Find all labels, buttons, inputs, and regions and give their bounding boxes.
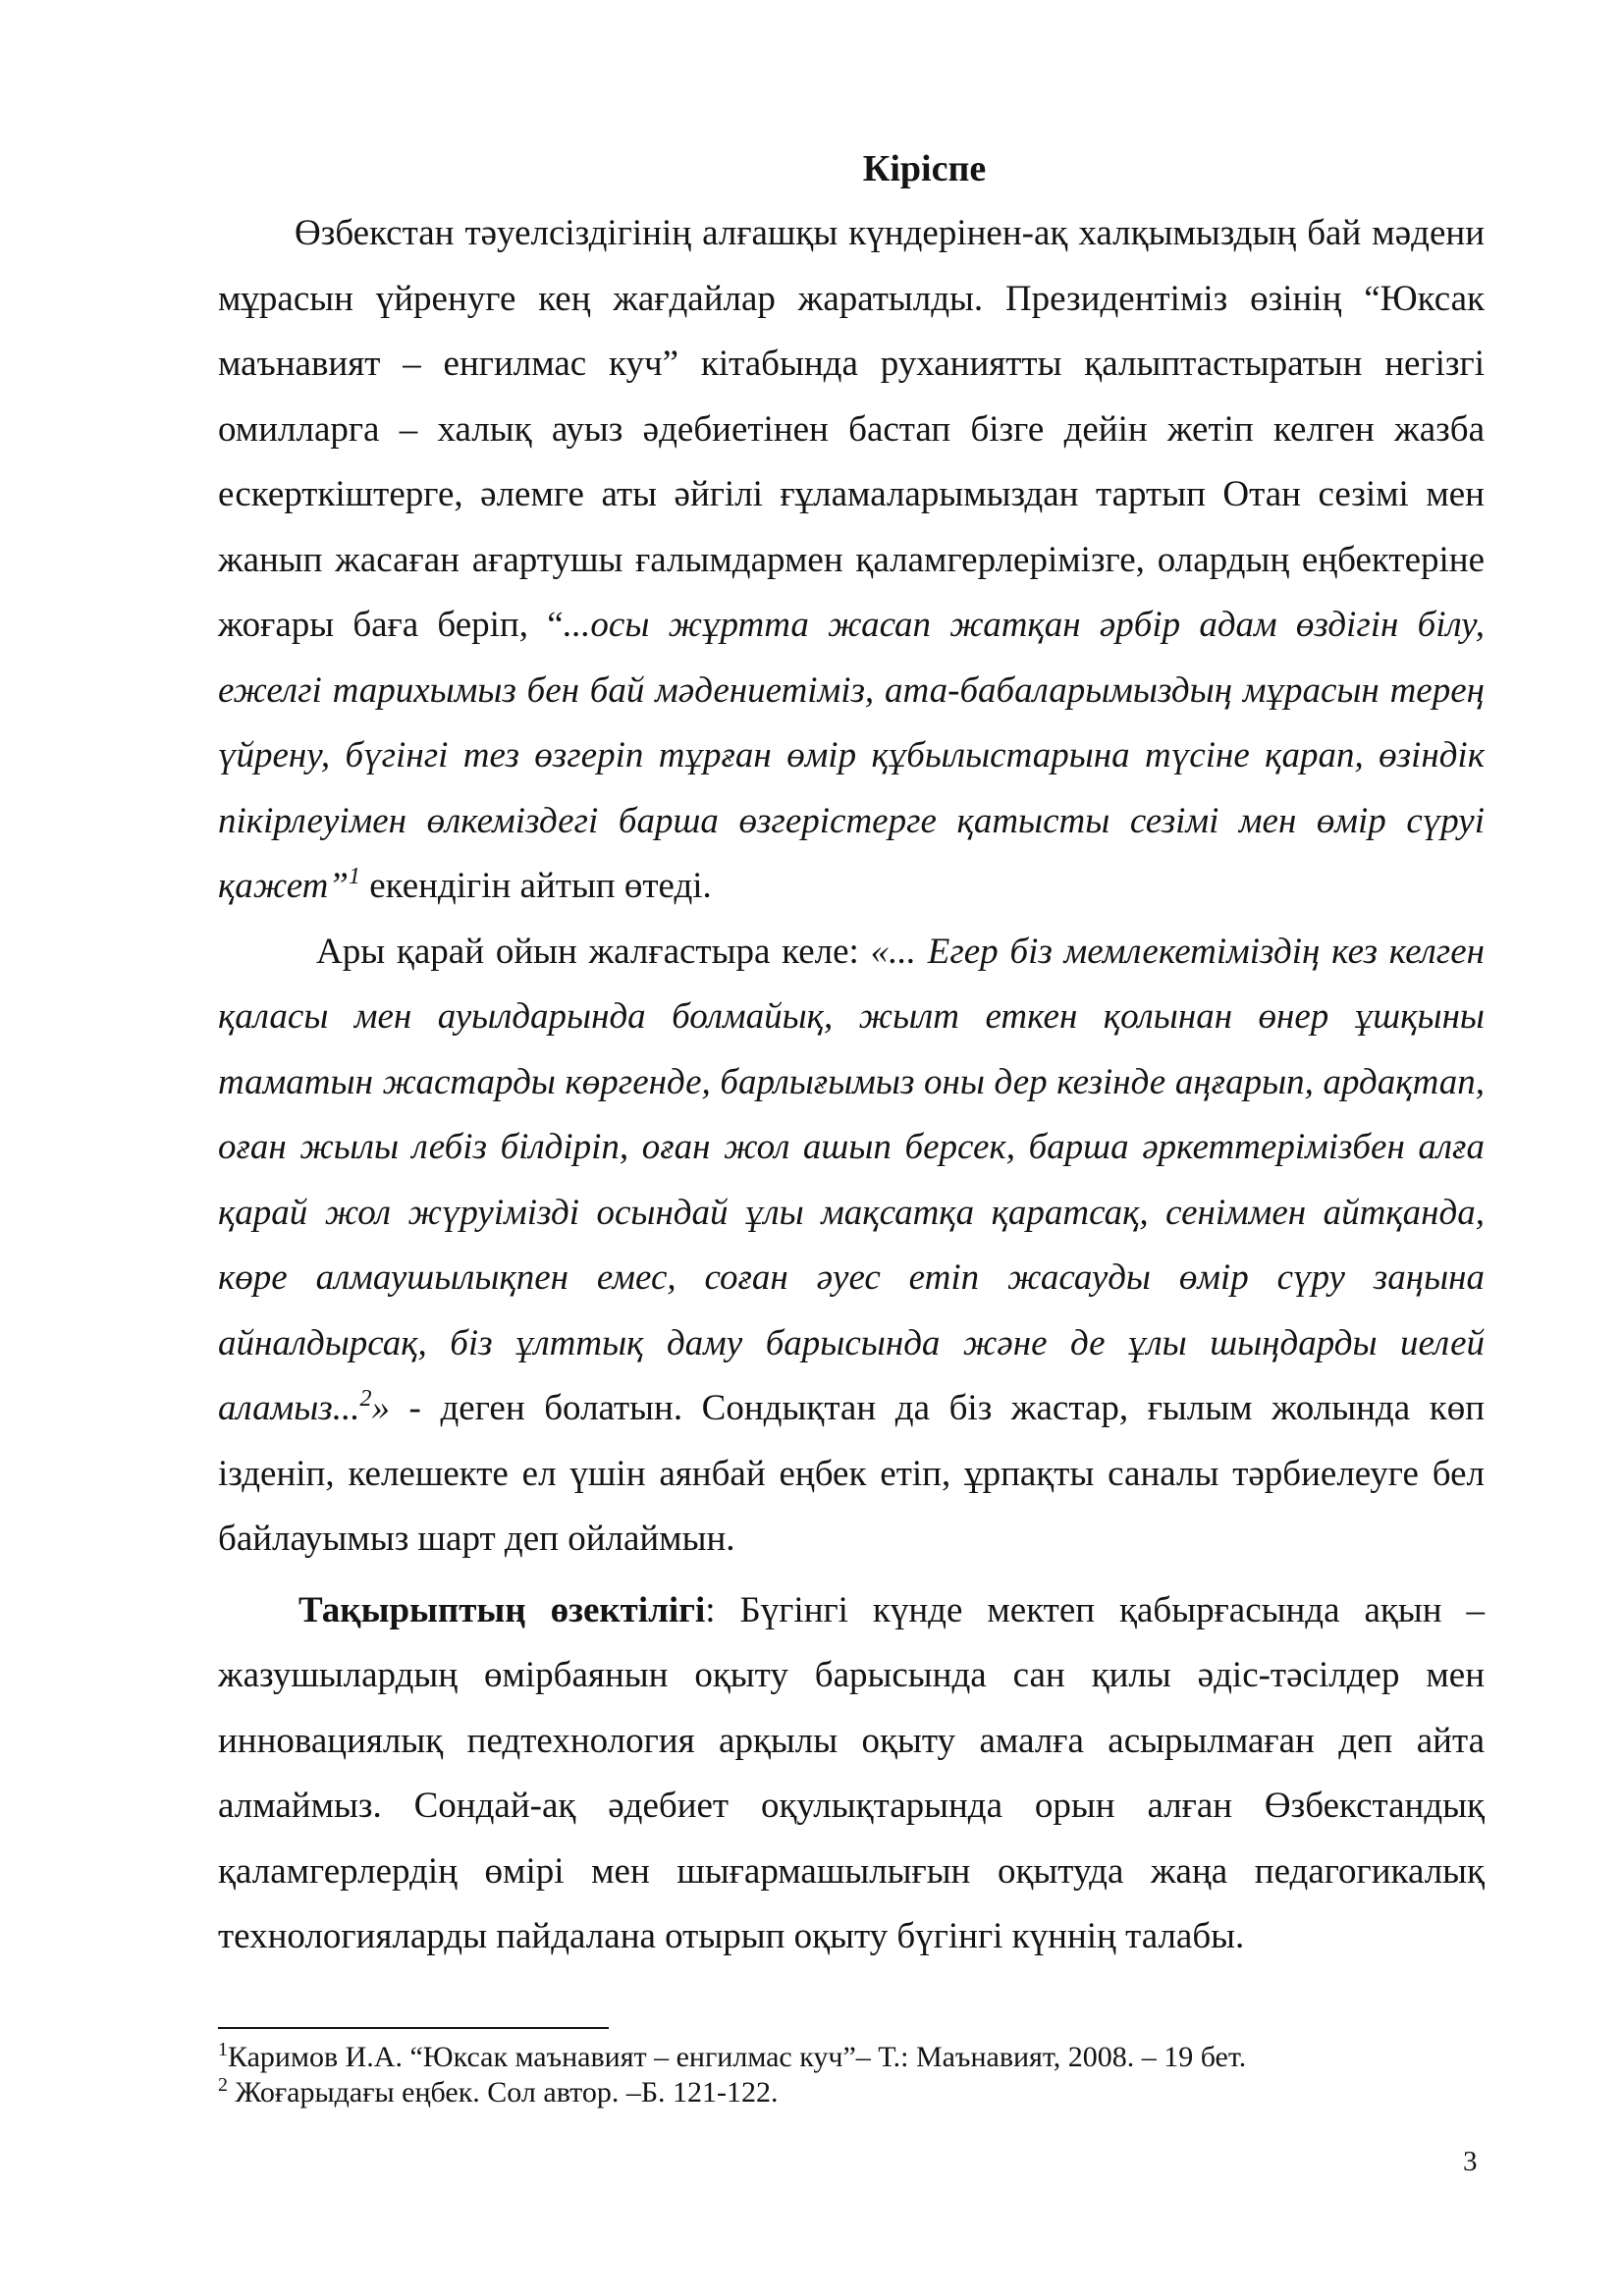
heading-colon: : — [705, 1589, 716, 1630]
paragraph-1-text-end: екендігін айтып өтеді. — [359, 866, 712, 906]
paragraph-2 — [218, 920, 1485, 1573]
paragraph-2-text-end: - деген болатын. Сондықтан да біз жастар, ғылым жолында көп ізденіп, келешекте ел үшін аянбай еңбек етіп, ұрпақты саналы тәрбиелеуге бел байлауымыз шарт деп ойлаймын. — [218, 1388, 1485, 1559]
page-title: Кіріспе — [862, 148, 987, 189]
footnotes — [218, 2040, 1485, 2110]
paragraph-2-quote: «... Егер біз мемлекетіміздің кез келген қаласы мен ауылдарында болмайық, жылт еткен қолынан өнер ұшқыны таматын жастарды көргенде, барлығымыз оны дер кезінде аңғарып, ардақтап, оған жылы лебіз білдіріп, оған жол ашып берсек, барша әркеттерімізбен алға қарай жол жүруімізді осындай ұлы мақсатқа қаратсақ, сеніммен айтқанда, көре алмаушылықпен емес, соған әуес етіп жасауды өмір сүру заңына айналдырсақ, біз ұлттық даму барысында және де ұлы шыңдарды иелей аламыз... — [218, 931, 1485, 1428]
footnote-ref-1: 1 — [348, 864, 360, 889]
footnote-1-number: 1 — [218, 2039, 228, 2060]
body-text — [218, 201, 1485, 1970]
paragraph-1-text: Өзбекстан тәуелсіздігінің алғашқы күндерінен-ақ халқымыздың бай мәдени мұрасын үйренуге кең жағдайлар жаратылды. Президентіміз өзінің “Юксак маънавият – енгилмас куч” кітабында руханиятты қалыптастыратын негізгі омилларга – халық ауыз әдебиетінен бастап бізге дейін жетіп келген жазба ескерткіштерге, әлемге аты әйгілі ғұламаларымыздан тартып Отан сезімі мен жанып жасаған ағартушы ғалымдармен қаламгерлерімізге, олардың еңбектеріне жоғары баға беріп, “ — [218, 213, 1485, 645]
footnote-ref-2: 2 — [359, 1386, 372, 1412]
paragraph-2-quote-close: » — [371, 1388, 390, 1428]
page-number: 3 — [1463, 2146, 1478, 2177]
footnote-1 — [218, 2040, 1485, 2075]
footnote-2-number: 2 — [218, 2074, 228, 2096]
paragraph-2-text: Ары қарай ойын жалғастыра келе: — [316, 931, 871, 972]
paragraph-1-quote: ...осы жұртта жасап жатқан әрбір адам өздігін білу, ежелгі тарихымыз бен бай мәдениетіміз, ата-бабаларымыздың мұрасын терең үйрену, бүгінгі тез өзгеріп тұрған өмір құбылыстарына түсіне қарап, өзіндік пікірлеуімен өлкеміздегі барша өзгерістерге қатысты сезімі мен өмір сүруі қажет — [218, 605, 1485, 906]
paragraph-3 — [218, 1578, 1485, 1970]
paragraph-1 — [218, 201, 1485, 920]
footnote-2-text: Жоғарыдағы еңбек. Сол автор. –Б. 121-122. — [228, 2076, 779, 2109]
footnote-1-text: Каримов И.А. “Юксак маънавият – енгилмас куч”– Т.: Маънавият, 2008. – 19 бет. — [228, 2041, 1247, 2073]
paragraph-3-text: Бүгінгі күнде мектеп қабырғасында ақын – жазушылардың өмірбаянын оқыту барысында сан қилы әдіс-тәсілдер мен инновациялық педтехнология арқылы оқыту амалға асырылмаған деп айта алмаймыз. Сондай-ақ әдебиет оқулықтарында орын алған Өзбекстандық қаламгерлердің өмірі мен шығармашылығын оқытуда жаңа педагогикалық технологияларды пайдалана отырып оқыту бүгінгі күннің талабы. — [218, 1589, 1485, 1956]
footnote-2 — [218, 2075, 1485, 2110]
paragraph-1-quote-close: ” — [328, 866, 349, 906]
footnote-divider — [218, 2027, 609, 2029]
relevance-heading: Тақырыптың өзектілігі — [298, 1589, 706, 1630]
